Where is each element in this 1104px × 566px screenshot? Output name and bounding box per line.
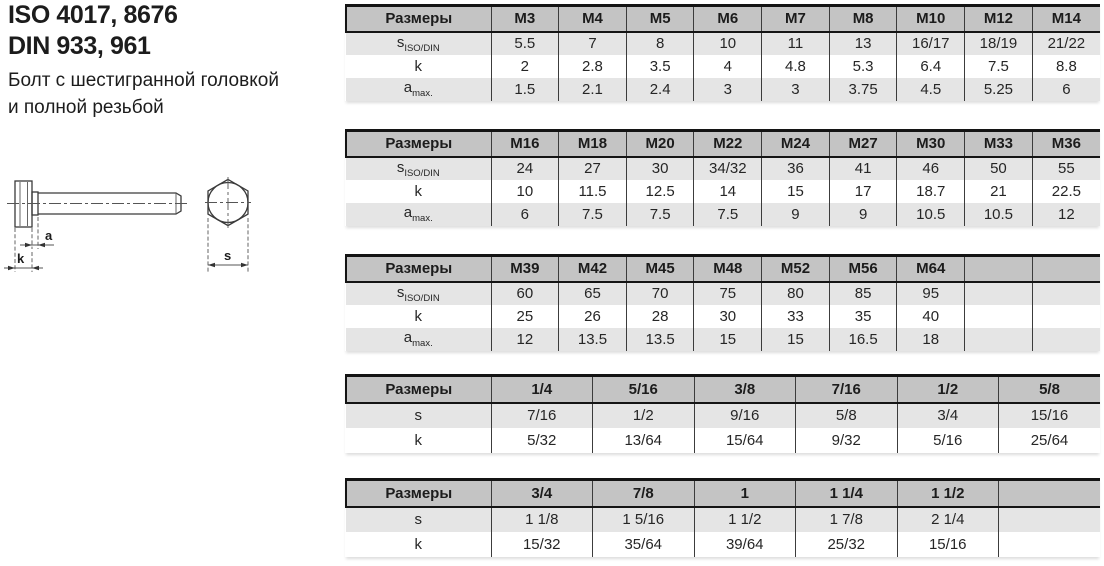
value-cell: 18.7 <box>897 180 965 203</box>
table-corner-header: Размеры <box>346 6 491 32</box>
column-header: M6 <box>694 6 762 32</box>
value-cell: 17 <box>829 180 897 203</box>
value-cell: 7.5 <box>965 55 1033 78</box>
column-header: 1/2 <box>897 376 999 403</box>
value-cell: 25 <box>491 305 559 328</box>
column-header: M33 <box>965 131 1033 157</box>
value-cell: 46 <box>897 157 965 180</box>
dimension-a <box>20 217 54 249</box>
header-row <box>346 6 1100 32</box>
value-cell: 40 <box>897 305 965 328</box>
column-header: M12 <box>965 6 1033 32</box>
value-cell: 5/8 <box>796 403 898 428</box>
row-label: $s_{ISO/DIN}$ <box>396 158 440 179</box>
row-label: $a_{max.}$ <box>403 329 433 349</box>
column-header: 5/8 <box>999 376 1101 403</box>
row-label: k <box>414 535 422 553</box>
value-cell: 3.75 <box>829 78 897 101</box>
row-label: $s_{ISO/DIN}$ <box>396 283 440 304</box>
column-header: 7/8 <box>593 480 695 507</box>
value-cell: 15 <box>762 328 830 351</box>
value-cell: 16/17 <box>897 32 965 55</box>
value-cell: 13.5 <box>559 328 627 351</box>
value-cell: 25/32 <box>796 532 898 557</box>
value-cell: 4.5 <box>897 78 965 101</box>
table-row <box>346 203 1100 226</box>
value-cell: 9/16 <box>694 403 796 428</box>
column-header: 7/16 <box>796 376 898 403</box>
row-label: k <box>414 57 422 75</box>
value-cell: 15 <box>694 328 762 351</box>
value-cell: 15/32 <box>491 532 593 557</box>
value-cell <box>965 305 1033 328</box>
value-cell: 3 <box>762 78 830 101</box>
value-cell: 21 <box>965 180 1033 203</box>
value-cell: 18 <box>897 328 965 351</box>
value-cell: 13.5 <box>626 328 694 351</box>
arrowhead <box>241 263 248 268</box>
value-cell: 16.5 <box>829 328 897 351</box>
value-cell: 75 <box>694 282 762 305</box>
value-cell: 1 7/8 <box>796 507 898 532</box>
column-header: 1 1/4 <box>796 480 898 507</box>
column-header: M14 <box>1032 6 1100 32</box>
value-cell: 28 <box>626 305 694 328</box>
bolt-technical-drawing <box>0 168 300 303</box>
row-label: k <box>414 182 422 200</box>
value-cell: 2.4 <box>626 78 694 101</box>
value-cell: 2.8 <box>559 55 627 78</box>
column-header: M56 <box>829 256 897 282</box>
header-row <box>346 376 1100 403</box>
value-cell: 60 <box>491 282 559 305</box>
value-cell: 8.8 <box>1032 55 1100 78</box>
value-cell: 24 <box>491 157 559 180</box>
value-cell: 5/32 <box>491 428 593 453</box>
value-cell: 4 <box>694 55 762 78</box>
value-cell: 1 1/2 <box>694 507 796 532</box>
row-label: $a_{max.}$ <box>403 79 433 99</box>
value-cell: 7.5 <box>559 203 627 226</box>
value-cell: 70 <box>626 282 694 305</box>
value-cell: 36 <box>762 157 830 180</box>
column-header: M4 <box>559 6 627 32</box>
value-cell: 80 <box>762 282 830 305</box>
value-cell: 14 <box>694 180 762 203</box>
arrowhead <box>25 243 32 248</box>
table-corner-header: Размеры <box>346 376 491 403</box>
arrowhead <box>208 263 215 268</box>
column-header: M52 <box>762 256 830 282</box>
value-cell: 34/32 <box>694 157 762 180</box>
value-cell: 7 <box>559 32 627 55</box>
value-cell: 12.5 <box>626 180 694 203</box>
value-cell: 13/64 <box>593 428 695 453</box>
column-header: 1/4 <box>491 376 593 403</box>
column-header: 1 <box>694 480 796 507</box>
value-cell: 6 <box>491 203 559 226</box>
value-cell: 4.8 <box>762 55 830 78</box>
value-cell: 5/16 <box>897 428 999 453</box>
column-header: M45 <box>626 256 694 282</box>
column-header: M10 <box>897 6 965 32</box>
dim-label-s: s <box>224 248 232 263</box>
table-inch-quarter-to-fiveeighths <box>345 374 1100 453</box>
value-cell: 13 <box>829 32 897 55</box>
value-cell: 5.3 <box>829 55 897 78</box>
bolt-head-end-view <box>205 177 251 228</box>
row-label: k <box>414 431 422 449</box>
value-cell: 11.5 <box>559 180 627 203</box>
table-metric-m3-m14 <box>345 4 1100 101</box>
value-cell: 7/16 <box>491 403 593 428</box>
value-cell: 10 <box>694 32 762 55</box>
table-inch-threequarter-to-oneandhalf <box>345 478 1100 557</box>
column-header <box>999 480 1101 507</box>
value-cell: 1/2 <box>593 403 695 428</box>
value-cell: 10 <box>491 180 559 203</box>
value-cell: 18/19 <box>965 32 1033 55</box>
bolt-side-view <box>7 181 190 227</box>
column-header: M8 <box>829 6 897 32</box>
value-cell: 25/64 <box>999 428 1101 453</box>
product-description <box>8 67 340 121</box>
header-row <box>346 256 1100 282</box>
value-cell: 6 <box>1032 78 1100 101</box>
value-cell: 11 <box>762 32 830 55</box>
value-cell: 2 <box>491 55 559 78</box>
value-cell: 27 <box>559 157 627 180</box>
value-cell <box>1032 328 1100 351</box>
value-cell: 12 <box>491 328 559 351</box>
column-header: M16 <box>491 131 559 157</box>
column-header: M42 <box>559 256 627 282</box>
value-cell: 22.5 <box>1032 180 1100 203</box>
column-header: M3 <box>491 6 559 32</box>
column-header: M24 <box>762 131 830 157</box>
value-cell: 50 <box>965 157 1033 180</box>
table-metric-m16-m36 <box>345 129 1100 226</box>
column-header: M27 <box>829 131 897 157</box>
value-cell: 7.5 <box>694 203 762 226</box>
dim-label-a: a <box>45 228 53 243</box>
value-cell: 1 5/16 <box>593 507 695 532</box>
value-cell: 15/16 <box>999 403 1101 428</box>
table-corner-header: Размеры <box>346 256 491 282</box>
value-cell: 95 <box>897 282 965 305</box>
value-cell: 5.5 <box>491 32 559 55</box>
value-cell: 3.5 <box>626 55 694 78</box>
column-header: M18 <box>559 131 627 157</box>
value-cell: 26 <box>559 305 627 328</box>
value-cell: 6.4 <box>897 55 965 78</box>
value-cell: 15/16 <box>897 532 999 557</box>
value-cell: 5.25 <box>965 78 1033 101</box>
table-row <box>346 532 1100 557</box>
description-line-1: Болт с шестигранной головкой <box>8 70 279 91</box>
value-cell: 7.5 <box>626 203 694 226</box>
standard-din-title: DIN 933, 961 <box>8 32 151 60</box>
column-header: M20 <box>626 131 694 157</box>
column-header <box>965 256 1033 282</box>
column-header <box>1032 256 1100 282</box>
row-label: s <box>414 511 422 528</box>
column-header: 5/16 <box>593 376 695 403</box>
value-cell: 39/64 <box>694 532 796 557</box>
table-row <box>346 282 1100 305</box>
column-header: 3/4 <box>491 480 593 507</box>
value-cell: 2.1 <box>559 78 627 101</box>
column-header: M30 <box>897 131 965 157</box>
dimension-k <box>4 228 43 272</box>
value-cell: 2 1/4 <box>897 507 999 532</box>
table-row <box>346 32 1100 55</box>
value-cell <box>999 507 1101 532</box>
value-cell: 10.5 <box>965 203 1033 226</box>
value-cell: 41 <box>829 157 897 180</box>
arrowhead <box>8 266 15 271</box>
value-cell <box>965 328 1033 351</box>
bolt-drawing-svg <box>0 168 300 303</box>
value-cell: 35 <box>829 305 897 328</box>
value-cell: 15 <box>762 180 830 203</box>
column-header: M5 <box>626 6 694 32</box>
standard-iso-title: ISO 4017, 8676 <box>8 1 178 29</box>
value-cell: 35/64 <box>593 532 695 557</box>
table-row <box>346 403 1100 428</box>
table-metric-m39-m64 <box>345 254 1100 351</box>
table-corner-header: Размеры <box>346 480 491 507</box>
value-cell: 30 <box>694 305 762 328</box>
value-cell: 3 <box>694 78 762 101</box>
column-header: M22 <box>694 131 762 157</box>
value-cell <box>1032 305 1100 328</box>
value-cell: 12 <box>1032 203 1100 226</box>
value-cell: 8 <box>626 32 694 55</box>
value-cell: 85 <box>829 282 897 305</box>
value-cell: 65 <box>559 282 627 305</box>
table-row <box>346 55 1100 78</box>
row-label: $s_{ISO/DIN}$ <box>396 33 440 54</box>
column-header: M7 <box>762 6 830 32</box>
table-row <box>346 180 1100 203</box>
column-header: M39 <box>491 256 559 282</box>
header-row <box>346 131 1100 157</box>
dim-label-k: k <box>17 251 25 266</box>
row-label: s <box>414 407 422 424</box>
value-cell: 55 <box>1032 157 1100 180</box>
value-cell: 21/22 <box>1032 32 1100 55</box>
column-header: 3/8 <box>694 376 796 403</box>
value-cell: 10.5 <box>897 203 965 226</box>
table-row <box>346 507 1100 532</box>
value-cell: 1 1/8 <box>491 507 593 532</box>
header-row <box>346 480 1100 507</box>
header-block <box>8 0 340 121</box>
value-cell: 30 <box>626 157 694 180</box>
value-cell: 9 <box>762 203 830 226</box>
table-row <box>346 78 1100 101</box>
value-cell: 9 <box>829 203 897 226</box>
column-header: M48 <box>694 256 762 282</box>
arrowhead <box>38 243 45 248</box>
arrowhead <box>32 266 39 271</box>
row-label: $a_{max.}$ <box>403 204 433 224</box>
value-cell: 1.5 <box>491 78 559 101</box>
column-header: 1 1/2 <box>897 480 999 507</box>
table-row <box>346 157 1100 180</box>
value-cell: 3/4 <box>897 403 999 428</box>
table-row <box>346 305 1100 328</box>
value-cell <box>965 282 1033 305</box>
table-row <box>346 428 1100 453</box>
column-header: M64 <box>897 256 965 282</box>
value-cell <box>999 532 1101 557</box>
value-cell: 33 <box>762 305 830 328</box>
description-line-2: и полной резьбой <box>8 97 164 118</box>
value-cell: 9/32 <box>796 428 898 453</box>
table-row <box>346 328 1100 351</box>
row-label: k <box>414 307 422 325</box>
value-cell: 15/64 <box>694 428 796 453</box>
column-header: M36 <box>1032 131 1100 157</box>
value-cell <box>1032 282 1100 305</box>
table-corner-header: Размеры <box>346 131 491 157</box>
